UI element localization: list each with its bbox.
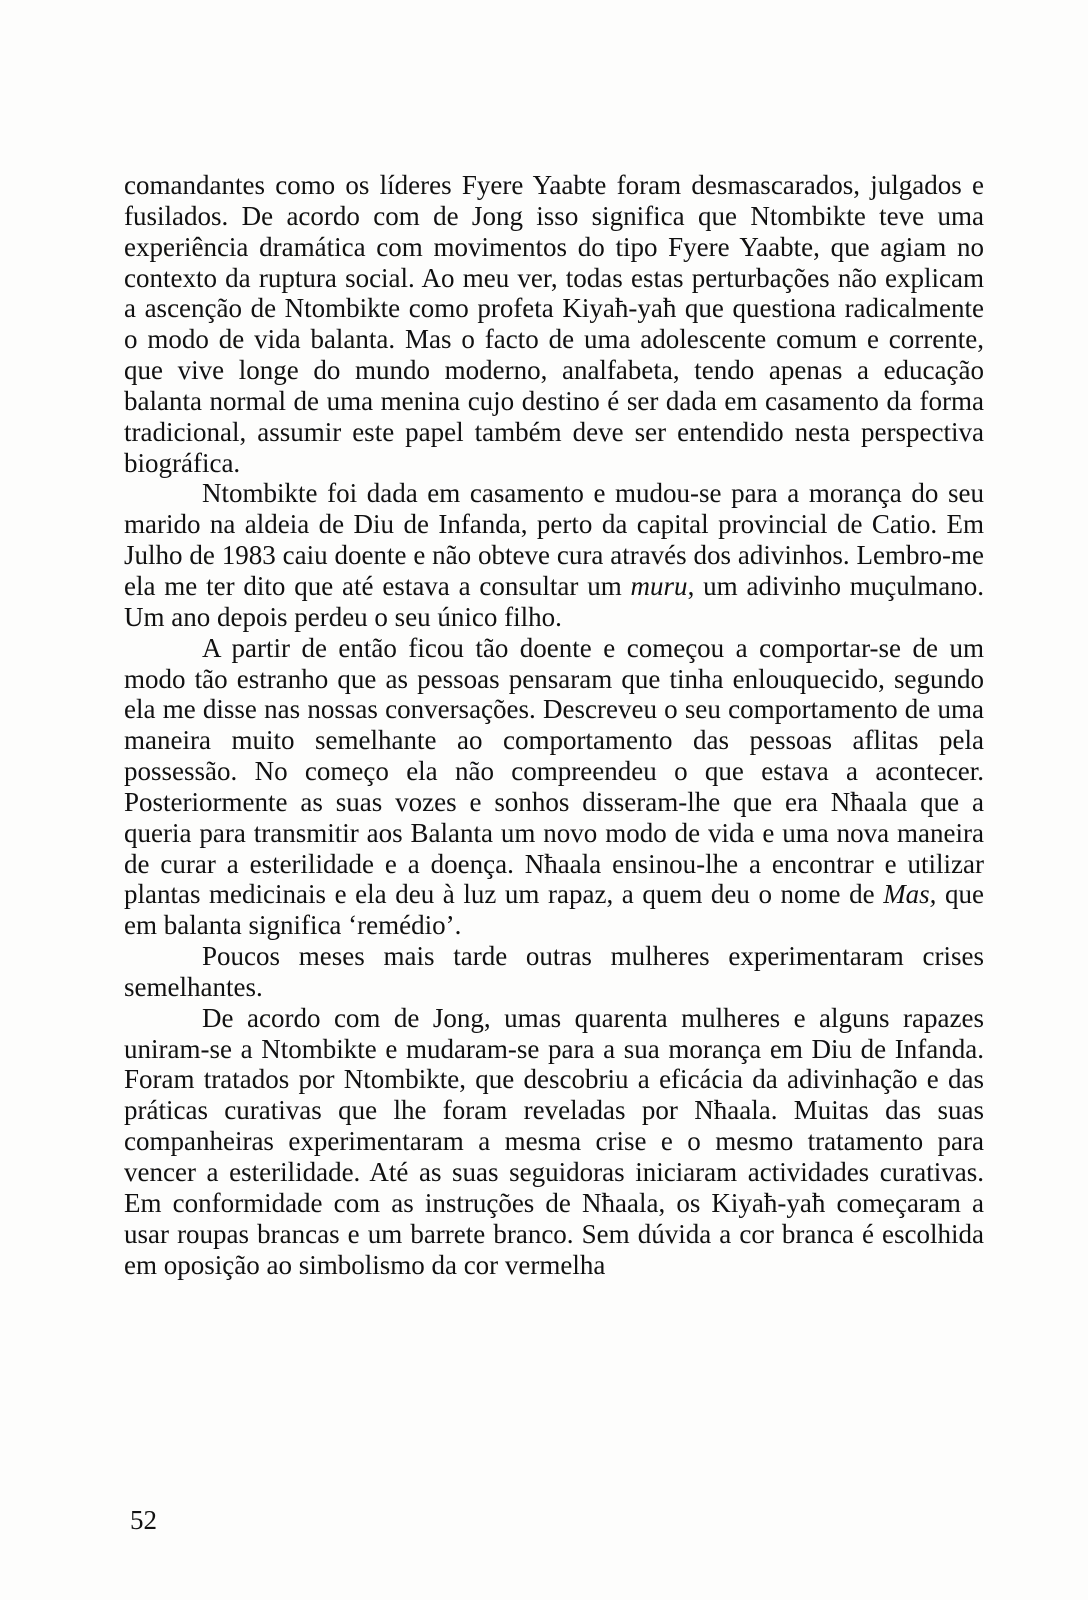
body-text	[124, 170, 984, 1280]
paragraph-5	[124, 1003, 984, 1281]
page-number: 52	[130, 1505, 157, 1535]
paragraph-4	[124, 941, 984, 1003]
paragraph-1-text: comandantes como os líderes Fyere Yaabte foram desmascarados, julgados e fusilados. De acordo com de Jong isso significa que Ntombikte teve uma experiência dramática com movimentos do tipo Fyere Yaabte, que agiam no contexto da ruptura social. Ao meu ver, todas estas perturbações não explicam a ascenção de Ntombikte como profeta Kiyaħ-yaħ que questiona radicalmente o modo de vida balanta. Mas o facto de uma adolescente comum e corrente, que vive longe do mundo moderno, analfabeta, tendo apenas a educação balanta normal de uma menina cujo destino é ser dada em casamento da forma tradicional, assumir este papel também deve ser entendido nesta perspectiva biográfica.	[124, 170, 984, 478]
italic-term-muru: muru	[630, 570, 688, 601]
paragraph-3-text-b: que em balanta significa ‘remédio’.	[124, 879, 985, 941]
paragraph-3	[124, 633, 984, 941]
paragraph-2-text-b: , um adivinho muçulmano. Um ano depois perdeu o seu único filho.	[124, 570, 984, 632]
italic-term-mas: Mas,	[883, 879, 937, 910]
paragraph-2	[124, 478, 984, 632]
paragraph-3-text-a: A partir de então ficou tão doente e começou a comportar-se de um modo tão estranho que as pessoas pensaram que tinha enlouquecido, segundo ela me disse nas nossas conversações. Descreveu o seu comportamento de uma maneira muito semelhante ao comportamento das pessoas aflitas pela possessão. No começo ela não compreendeu o que estava a acontecer. Posteriormente as suas vozes e sonhos disseram-lhe que era Nħaala que a queria para transmitir aos Balanta um novo modo de vida e uma nova maneira de curar a esterilidade e a doença. Nħaala ensinou-lhe a encontrar e utilizar plantas medicinais e ela deu à luz um rapaz, a quem deu o nome de	[124, 632, 984, 910]
paragraph-2-text-a: Ntombikte foi dada em casamento e mudou-se para a morança do seu marido na aldeia de Diu de Infanda, perto da capital provincial de Catio. Em Julho de 1983 caiu doente e não obteve cura através dos adivinhos. Lembro-me ela me ter dito que até estava a consultar um	[124, 478, 984, 601]
paragraph-5-text: De acordo com de Jong, umas quarenta mulheres e alguns rapazes uniram-se a Ntombikte e mudaram-se para a sua morança em Diu de Infanda. Foram tratados por Ntombikte, que descobriu a eficácia da adivinhação e das práticas curativas que lhe foram reveladas por Nħaala. Muitas das suas companheiras experimentaram a mesma crise e o mesmo tratamento para vencer a esterilidade. Até as suas seguidoras iniciaram actividades curativas. Em conformidade com as instruções de Nħaala, os Kiyaħ-yaħ começaram a usar roupas brancas e um barrete branco. Sem dúvida a cor branca é escolhida em oposição ao simbolismo da cor vermelha	[124, 1002, 984, 1280]
paragraph-1	[124, 170, 984, 478]
paragraph-4-text: Poucos meses mais tarde outras mulheres experimentaram crises semelhantes.	[124, 941, 984, 1002]
